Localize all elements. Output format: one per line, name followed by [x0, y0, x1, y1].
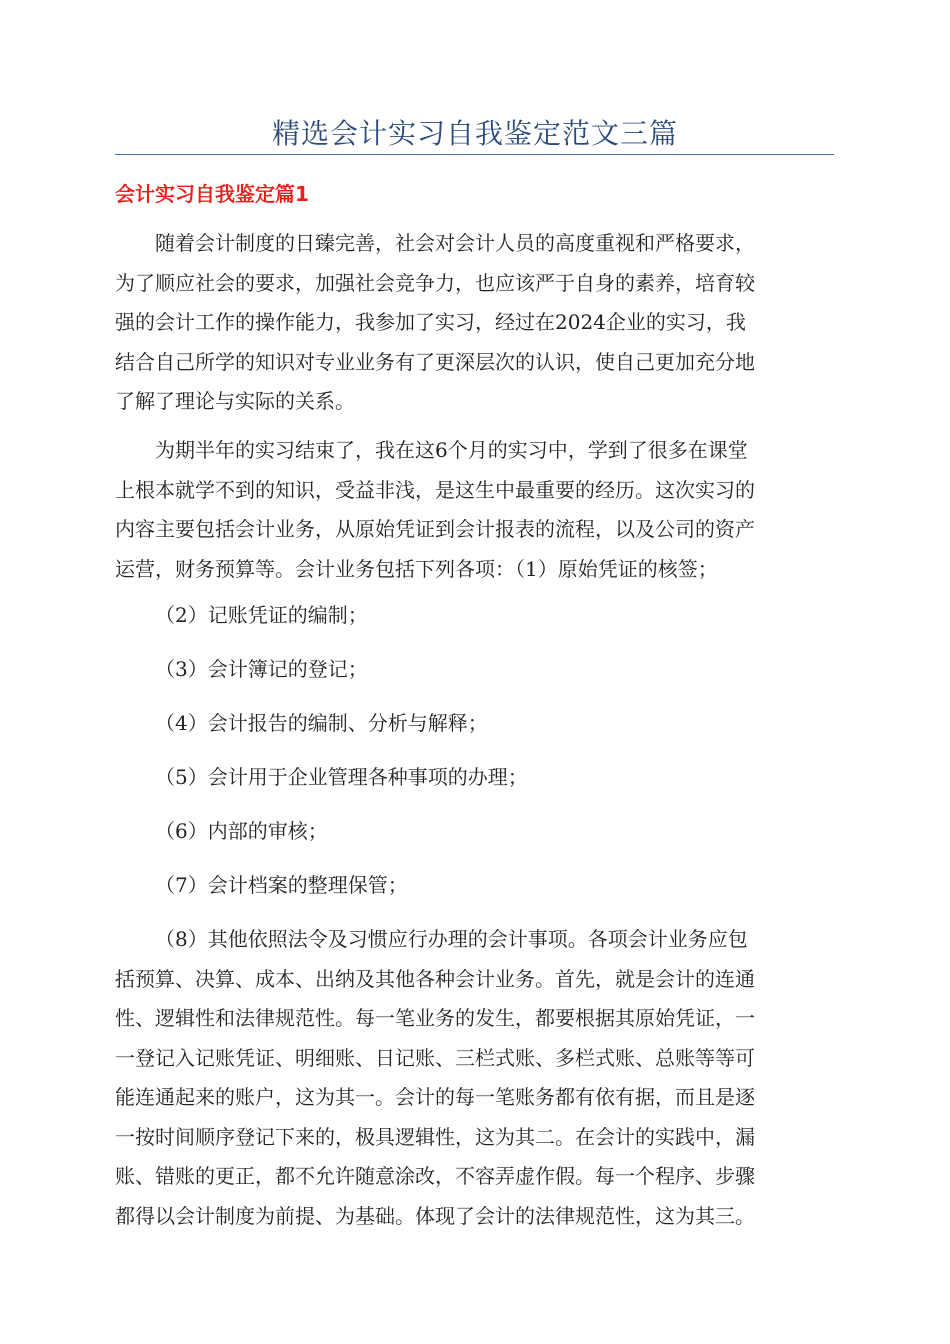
list-item: （5）会计用于企业管理各种事项的办理； [155, 765, 528, 789]
paragraph-accounting-practices: （8）其他依照法令及习惯应行办理的会计事项。各项会计业务应包 括预算、决算、成本、出纳及其他各种会计业务。首先，就是会计的连通 性、逻辑性和法律规范性。每一笔业务的发生，都要根据其原始凭证，一 一登记入记账凭证、明细账、日记账、三栏式账、多栏式账、总账等等可 能连通起来的账户，这为其一。会计的每一笔账务都有依有据，而且是逐 一按时间顺序登记下来的，极具逻辑性，这为其二。在会计的实践中，漏 账、错账的更正，都不允许随意涂改，不容弄虚作假。每一个程序、步骤 都得以会计制度为前提、为基础。体现了会计的法律规范性，这为其三。 [115, 927, 755, 1228]
list-item: （7）会计档案的整理保管； [155, 873, 408, 897]
list-item: （6）内部的审核； [155, 819, 328, 843]
paragraph-intro: 随着会计制度的日臻完善，社会对会计人员的高度重视和严格要求， 为了顺应社会的要求，加强社会竞争力，也应该严于自身的素养，培育较 强的会计工作的操作能力，我参加了实习，经过在2024企业的实习，我 结合自己所学的知识对专业业务有了更深层次的认识，使自己更加充分地 了解了理论与实际的关系。 [115, 231, 755, 413]
paragraph-internship-summary: 为期半年的实习结束了，我在这6个月的实习中，学到了很多在课堂 上根本就学不到的知识，受益非浅，是这生中最重要的经历。这次实习的 内容主要包括会计业务，从原始凭证到会计报表的流程，以及公司的资产 运营，财务预算等。会计业务包括下列各项：（1）原始凭证的核签； [115, 438, 755, 581]
document-title: 精选会计实习自我鉴定范文三篇 [271, 117, 678, 150]
list-item: （4）会计报告的编制、分析与解释； [155, 711, 488, 735]
title-underline [115, 154, 834, 155]
list-item: （3）会计簿记的登记； [155, 657, 368, 681]
section-heading: 会计实习自我鉴定篇1 [115, 182, 309, 206]
list-item: （2）记账凭证的编制； [155, 603, 368, 627]
